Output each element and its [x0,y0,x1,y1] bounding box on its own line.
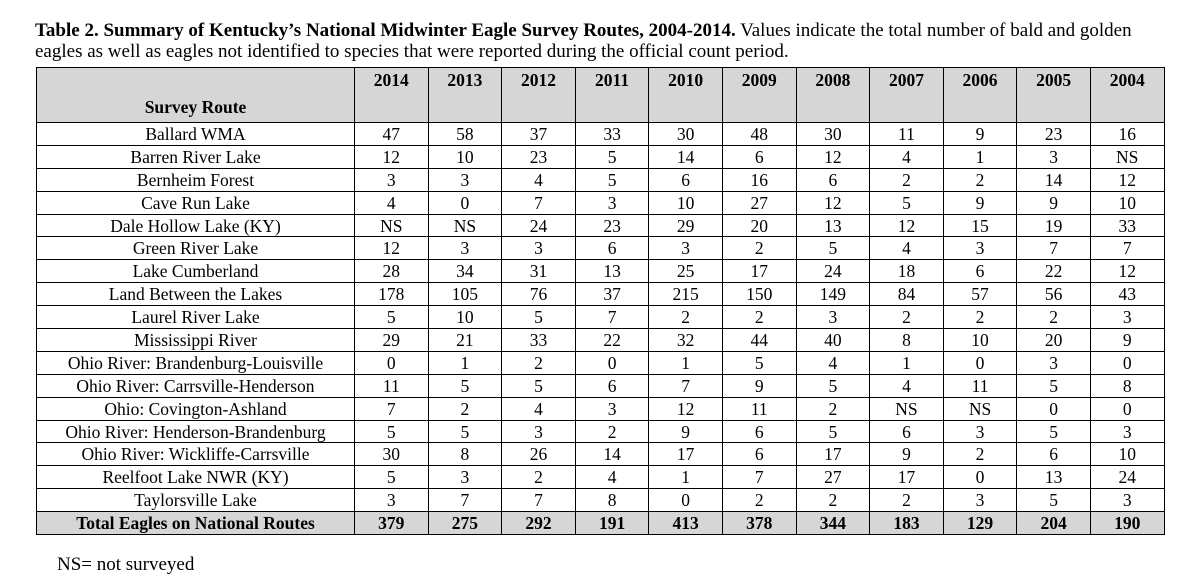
total-cell: 183 [870,512,944,535]
count-cell: 12 [355,237,429,260]
count-cell: 4 [796,351,870,374]
count-cell: 14 [575,443,649,466]
count-cell: 16 [722,168,796,191]
count-cell: 5 [796,237,870,260]
count-cell: 105 [428,283,502,306]
count-cell: NS [1090,145,1164,168]
count-cell: 3 [1090,306,1164,329]
table-row [37,351,1165,374]
count-cell: 5 [1017,489,1091,512]
count-cell: 28 [355,260,429,283]
count-cell: 5 [575,168,649,191]
count-cell: 2 [796,397,870,420]
count-cell: 13 [796,214,870,237]
count-cell: 5 [428,420,502,443]
count-cell: 37 [575,283,649,306]
count-cell: 0 [1090,351,1164,374]
count-cell: 3 [575,191,649,214]
count-cell: 9 [649,420,723,443]
count-cell: 31 [502,260,576,283]
table-row [37,191,1165,214]
header-row [37,68,1165,123]
count-cell: 30 [649,123,723,146]
eagle-survey-table [36,67,1165,535]
count-cell: 6 [575,237,649,260]
count-cell: 48 [722,123,796,146]
count-cell: 16 [1090,123,1164,146]
count-cell: 4 [870,237,944,260]
count-cell: 5 [355,420,429,443]
count-cell: 20 [1017,329,1091,352]
count-cell: 10 [649,191,723,214]
total-cell: 413 [649,512,723,535]
count-cell: 15 [943,214,1017,237]
count-cell: 3 [1017,351,1091,374]
count-cell: 40 [796,329,870,352]
year-header: 2008 [796,68,870,123]
count-cell: 5 [355,466,429,489]
count-cell: 6 [722,420,796,443]
count-cell: 9 [943,123,1017,146]
table-row [37,168,1165,191]
count-cell: 2 [722,489,796,512]
count-cell: 7 [722,466,796,489]
count-cell: 5 [722,351,796,374]
count-cell: 8 [1090,374,1164,397]
count-cell: 2 [943,168,1017,191]
route-name-cell: Taylorsville Lake [37,489,355,512]
count-cell: 9 [943,191,1017,214]
route-name-cell: Ohio River: Henderson-Brandenburg [37,420,355,443]
route-name-cell: Ohio River: Wickliffe-Carrsville [37,443,355,466]
count-cell: 2 [722,237,796,260]
table-row [37,466,1165,489]
count-cell: 24 [1090,466,1164,489]
count-cell: NS [943,397,1017,420]
count-cell: 22 [1017,260,1091,283]
count-cell: 3 [1017,145,1091,168]
count-cell: 32 [649,329,723,352]
count-cell: 14 [1017,168,1091,191]
count-cell: 2 [722,306,796,329]
total-cell: 378 [722,512,796,535]
count-cell: 30 [355,443,429,466]
count-cell: 3 [502,420,576,443]
count-cell: 12 [1090,260,1164,283]
count-cell: 6 [649,168,723,191]
table-row [37,214,1165,237]
route-column-header: Survey Route [37,68,355,123]
count-cell: 0 [943,351,1017,374]
count-cell: 9 [1090,329,1164,352]
count-cell: 7 [649,374,723,397]
total-label: Total Eagles on National Routes [37,512,355,535]
count-cell: 11 [943,374,1017,397]
total-cell: 344 [796,512,870,535]
count-cell: NS [428,214,502,237]
year-header: 2014 [355,68,429,123]
year-header: 2004 [1090,68,1164,123]
count-cell: 24 [502,214,576,237]
count-cell: 30 [796,123,870,146]
count-cell: 20 [722,214,796,237]
count-cell: 215 [649,283,723,306]
route-name-cell: Green River Lake [37,237,355,260]
count-cell: 3 [575,397,649,420]
count-cell: 3 [428,466,502,489]
total-row [37,512,1165,535]
year-header: 2013 [428,68,502,123]
count-cell: 23 [502,145,576,168]
count-cell: 2 [870,168,944,191]
count-cell: 12 [1090,168,1164,191]
count-cell: 149 [796,283,870,306]
year-header: 2005 [1017,68,1091,123]
count-cell: 33 [575,123,649,146]
count-cell: 7 [355,397,429,420]
count-cell: 3 [649,237,723,260]
count-cell: 12 [649,397,723,420]
count-cell: 18 [870,260,944,283]
count-cell: 37 [502,123,576,146]
table-row [37,374,1165,397]
year-header: 2006 [943,68,1017,123]
total-cell: 129 [943,512,1017,535]
count-cell: 5 [428,374,502,397]
count-cell: 0 [575,351,649,374]
count-cell: 6 [575,374,649,397]
route-name-cell: Lake Cumberland [37,260,355,283]
count-cell: 2 [502,466,576,489]
count-cell: 43 [1090,283,1164,306]
count-cell: 2 [796,489,870,512]
count-cell: 3 [943,237,1017,260]
count-cell: 21 [428,329,502,352]
count-cell: 2 [649,306,723,329]
count-cell: 34 [428,260,502,283]
total-cell: 292 [502,512,576,535]
count-cell: 5 [870,191,944,214]
count-cell: 7 [1090,237,1164,260]
count-cell: 11 [722,397,796,420]
count-cell: 5 [1017,420,1091,443]
count-cell: NS [355,214,429,237]
count-cell: 6 [870,420,944,443]
count-cell: 26 [502,443,576,466]
count-cell: 29 [649,214,723,237]
count-cell: 1 [428,351,502,374]
count-cell: 47 [355,123,429,146]
route-name-cell: Mississippi River [37,329,355,352]
total-cell: 191 [575,512,649,535]
count-cell: 10 [428,306,502,329]
count-cell: 7 [575,306,649,329]
count-cell: 2 [502,351,576,374]
table-row [37,123,1165,146]
count-cell: 3 [796,306,870,329]
count-cell: 27 [722,191,796,214]
count-cell: 4 [355,191,429,214]
count-cell: 33 [1090,214,1164,237]
count-cell: 4 [870,145,944,168]
count-cell: 9 [870,443,944,466]
year-header: 2012 [502,68,576,123]
total-cell: 204 [1017,512,1091,535]
count-cell: 13 [575,260,649,283]
count-cell: 19 [1017,214,1091,237]
count-cell: 2 [1017,306,1091,329]
count-cell: 5 [502,306,576,329]
count-cell: 29 [355,329,429,352]
count-cell: 0 [1017,397,1091,420]
count-cell: 178 [355,283,429,306]
route-name-cell: Land Between the Lakes [37,283,355,306]
count-cell: 11 [355,374,429,397]
count-cell: 10 [1090,443,1164,466]
count-cell: 8 [428,443,502,466]
count-cell: 3 [1090,489,1164,512]
year-header: 2011 [575,68,649,123]
year-header: 2007 [870,68,944,123]
year-header: 2010 [649,68,723,123]
table-row [37,260,1165,283]
count-cell: 7 [428,489,502,512]
count-cell: 4 [575,466,649,489]
count-cell: 17 [870,466,944,489]
table-body [37,123,1165,512]
route-name-cell: Dale Hollow Lake (KY) [37,214,355,237]
count-cell: 0 [943,466,1017,489]
count-cell: 17 [649,443,723,466]
count-cell: 6 [722,145,796,168]
count-cell: 4 [870,374,944,397]
count-cell: 12 [355,145,429,168]
table-row [37,329,1165,352]
count-cell: 1 [870,351,944,374]
count-cell: 3 [943,420,1017,443]
table-row [37,420,1165,443]
count-cell: 23 [575,214,649,237]
count-cell: 8 [575,489,649,512]
table-row [37,489,1165,512]
total-cell: 275 [428,512,502,535]
count-cell: 56 [1017,283,1091,306]
count-cell: 22 [575,329,649,352]
count-cell: 57 [943,283,1017,306]
count-cell: 4 [502,397,576,420]
route-name-cell: Barren River Lake [37,145,355,168]
count-cell: 3 [428,168,502,191]
count-cell: 3 [502,237,576,260]
count-cell: 3 [943,489,1017,512]
count-cell: 4 [502,168,576,191]
total-cell: 379 [355,512,429,535]
count-cell: 84 [870,283,944,306]
table-row [37,306,1165,329]
route-name-cell: Ballard WMA [37,123,355,146]
count-cell: 3 [355,168,429,191]
count-cell: 13 [1017,466,1091,489]
count-cell: 6 [1017,443,1091,466]
count-cell: 5 [796,420,870,443]
count-cell: 1 [649,351,723,374]
count-cell: 44 [722,329,796,352]
count-cell: 3 [428,237,502,260]
table-row [37,283,1165,306]
route-name-cell: Ohio: Covington-Ashland [37,397,355,420]
count-cell: 24 [796,260,870,283]
route-name-cell: Reelfoot Lake NWR (KY) [37,466,355,489]
count-cell: 150 [722,283,796,306]
count-cell: 9 [722,374,796,397]
count-cell: 2 [575,420,649,443]
caption-label: Table 2. Summary of Kentucky’s National Midwinter Eagle Survey Routes, 2004-2014. [35,20,736,41]
caption-text: Values indicate the total number of bald and golden eagles as well as eagles not identified to species that were reported during the official count period. [35,20,1132,62]
count-cell: 5 [796,374,870,397]
table-row [37,443,1165,466]
table-caption [35,20,1175,62]
count-cell: 7 [502,489,576,512]
count-cell: 7 [1017,237,1091,260]
count-cell: 8 [870,329,944,352]
count-cell: 1 [649,466,723,489]
count-cell: 12 [796,191,870,214]
count-cell: 2 [870,306,944,329]
count-cell: 5 [502,374,576,397]
route-name-cell: Bernheim Forest [37,168,355,191]
count-cell: 10 [943,329,1017,352]
count-cell: 5 [355,306,429,329]
table-row [37,237,1165,260]
count-cell: 14 [649,145,723,168]
count-cell: 0 [1090,397,1164,420]
count-cell: 11 [870,123,944,146]
count-cell: 6 [943,260,1017,283]
route-name-cell: Ohio River: Carrsville-Henderson [37,374,355,397]
count-cell: 23 [1017,123,1091,146]
count-cell: 2 [943,443,1017,466]
year-header: 2009 [722,68,796,123]
count-cell: 76 [502,283,576,306]
count-cell: 5 [1017,374,1091,397]
count-cell: 2 [428,397,502,420]
count-cell: 0 [355,351,429,374]
count-cell: 0 [649,489,723,512]
count-cell: 2 [870,489,944,512]
table-row [37,397,1165,420]
route-name-cell: Laurel River Lake [37,306,355,329]
count-cell: 0 [428,191,502,214]
count-cell: 6 [796,168,870,191]
count-cell: 33 [502,329,576,352]
count-cell: 10 [1090,191,1164,214]
count-cell: 6 [722,443,796,466]
footnote: NS= not surveyed [57,554,195,575]
count-cell: 10 [428,145,502,168]
count-cell: 7 [502,191,576,214]
count-cell: 1 [943,145,1017,168]
count-cell: 5 [575,145,649,168]
count-cell: 27 [796,466,870,489]
count-cell: 17 [796,443,870,466]
count-cell: 2 [943,306,1017,329]
count-cell: 3 [355,489,429,512]
route-name-cell: Cave Run Lake [37,191,355,214]
count-cell: NS [870,397,944,420]
count-cell: 9 [1017,191,1091,214]
count-cell: 3 [1090,420,1164,443]
count-cell: 12 [870,214,944,237]
table-row [37,145,1165,168]
total-cell: 190 [1090,512,1164,535]
count-cell: 25 [649,260,723,283]
count-cell: 12 [796,145,870,168]
count-cell: 58 [428,123,502,146]
route-name-cell: Ohio River: Brandenburg-Louisville [37,351,355,374]
count-cell: 17 [722,260,796,283]
